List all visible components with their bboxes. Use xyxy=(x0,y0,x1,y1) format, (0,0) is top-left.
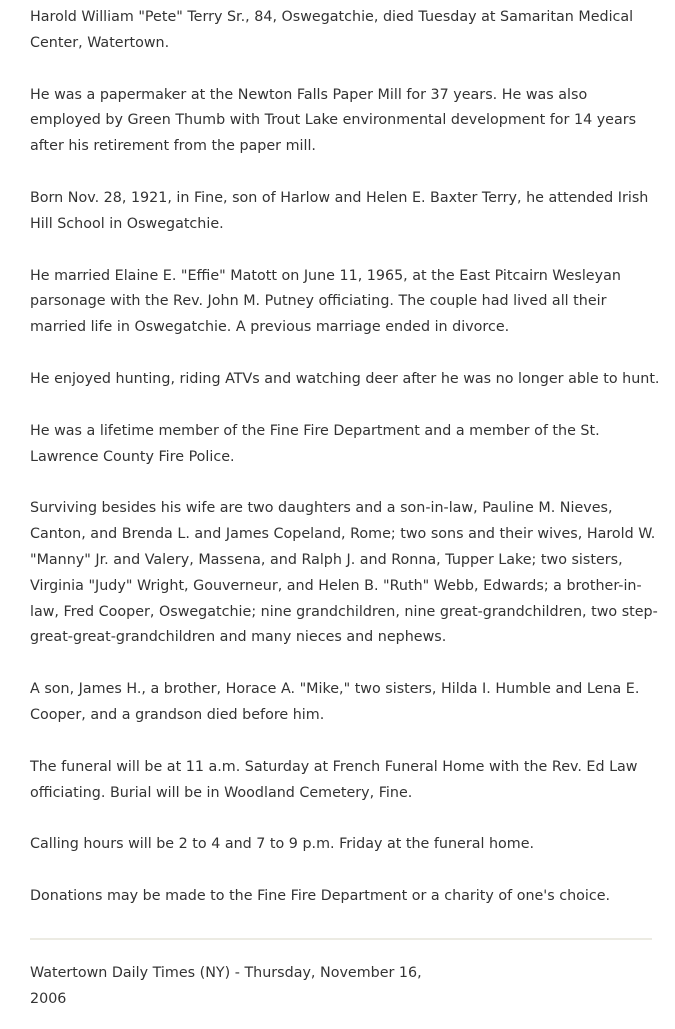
paragraph-death-notice: Harold William "Pete" Terry Sr., 84, Oswegatchie, died Tuesday at Samaritan Medical Center, Watertown. xyxy=(30,9,634,51)
paragraph-predeceased: A son, James H., a brother, Horace A. "Mike," two sisters, Hilda I. Humble and Lena E. Cooper, and a grandson died before him. xyxy=(30,681,640,723)
obituary-body xyxy=(30,5,660,936)
source-divider xyxy=(30,938,652,940)
paragraph-calling-hours: Calling hours will be 2 to 4 and 7 to 9 p.m. Friday at the funeral home. xyxy=(30,836,535,853)
paragraph-hobbies: He enjoyed hunting, riding ATVs and watching deer after he was no longer able to hunt. xyxy=(30,370,660,387)
paragraph-career: He was a papermaker at the Newton Falls Paper Mill for 37 years. He was also employed by Green Thumb with Trout Lake environmental development for 14 years after his retirement from the paper mill. xyxy=(30,86,637,155)
source-citation: Watertown Daily Times (NY) - Thursday, November 16, 2006 xyxy=(30,965,422,1007)
paragraph-birth: Born Nov. 28, 1921, in Fine, son of Harlow and Helen E. Baxter Terry, he attended Irish Hill School in Oswegatchie. xyxy=(30,189,649,232)
paragraph-marriage: He married Elaine E. "Effie" Matott on June 11, 1965, at the East Pitcairn Wesleyan parsonage with the Rev. John M. Putney officiating. The couple had lived all their married life in Oswegatchie. A previous marriage ended in divorce. xyxy=(30,267,621,336)
paragraph-donations: Donations may be made to the Fine Fire Department or a charity of one's choice. xyxy=(30,888,611,905)
paragraph-survivors: Surviving besides his wife are two daughters and a son-in-law, Pauline M. Nieves, Canton, and Brenda L. and James Copeland, Rome; two sons and their wives, Harold W. "Manny" Jr. and Valery, Massena, and Ralph J. and Ronna, Tupper Lake; two sisters, Virginia "Judy" Wright, Gouverneur, and Helen B. "Ruth" Webb, Edwards; a brother-in-law, Fred Cooper, Oswegatchie; nine grandchildren, nine great-grandchildren, two step-great-great-grandchildren and many nieces and nephews. xyxy=(30,500,658,646)
paragraph-funeral: The funeral will be at 11 a.m. Saturday at French Funeral Home with the Rev. Ed Law officiating. Burial will be in Woodland Cemetery, Fine. xyxy=(30,758,638,801)
paragraph-memberships: He was a lifetime member of the Fine Fire Department and a member of the St. Lawrence County Fire Police. xyxy=(30,422,600,465)
